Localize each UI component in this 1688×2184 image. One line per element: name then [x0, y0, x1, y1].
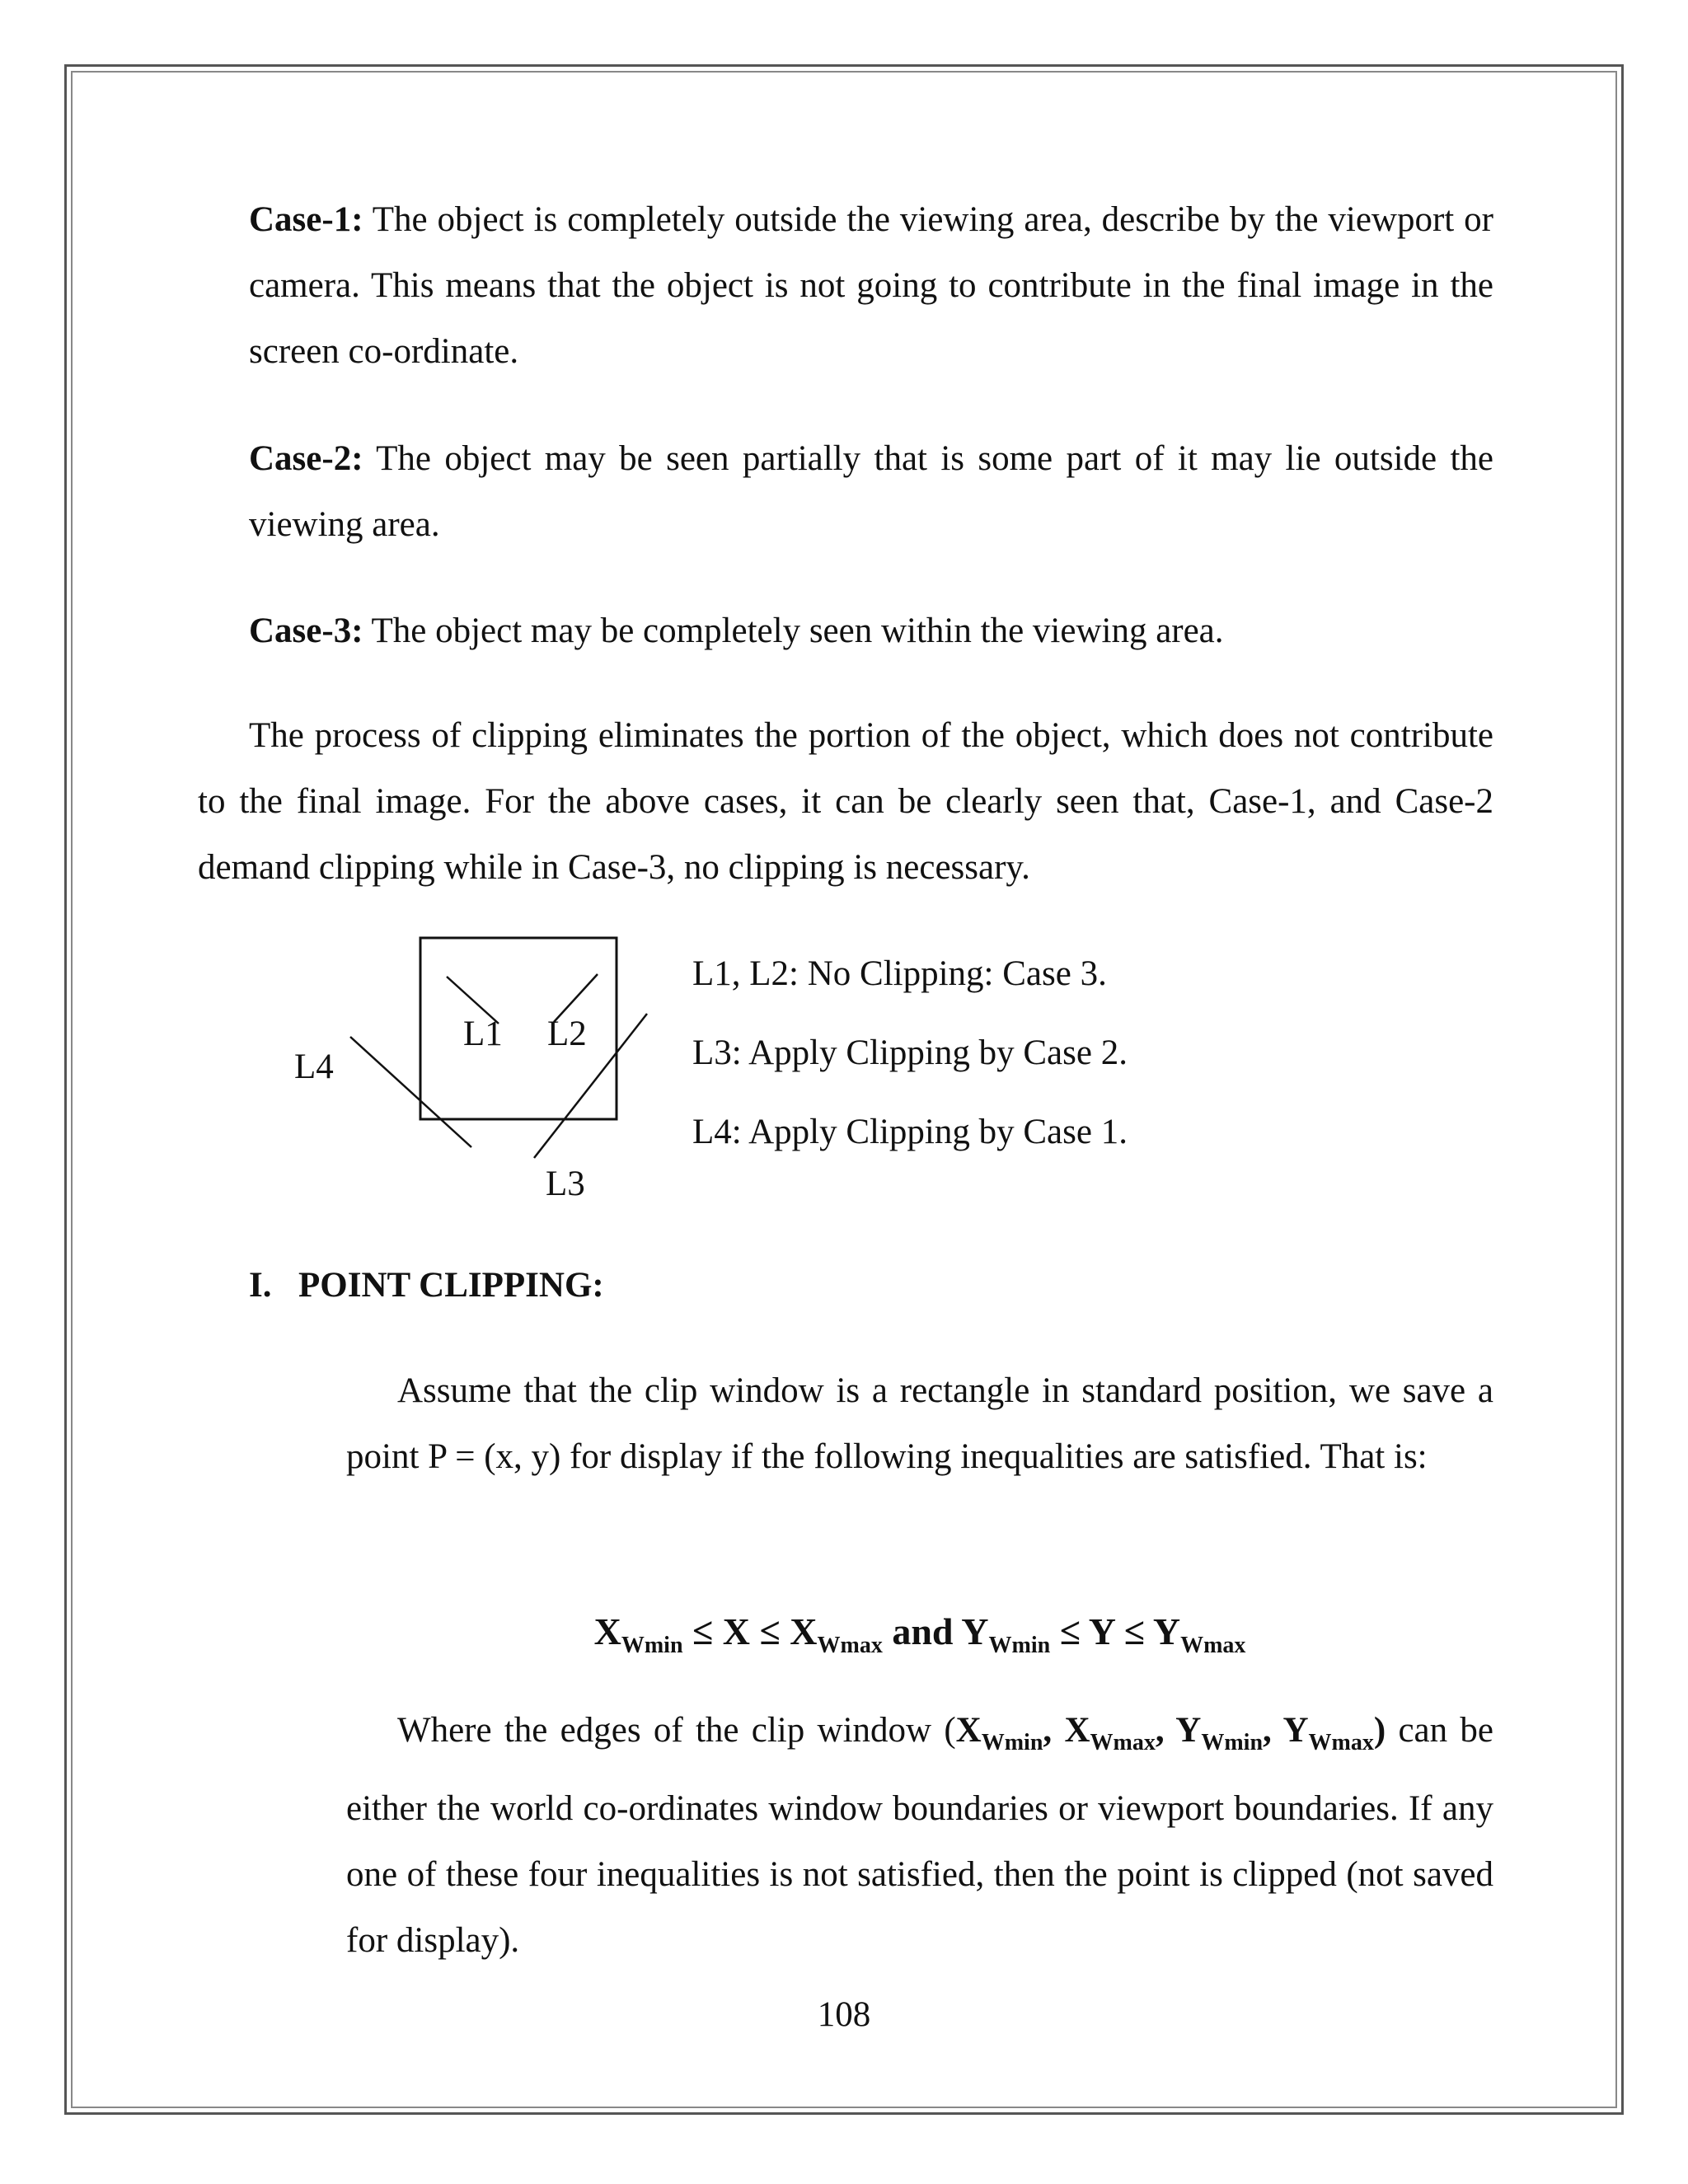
edge-term: Y [1282, 1711, 1309, 1750]
case-2-text: The object may be seen partially that is some part of it may lie outside the viewing area. [249, 439, 1493, 544]
edge-term-sub: Wmax [1308, 1730, 1374, 1755]
formula-le: ≤ [1059, 1610, 1081, 1652]
formula-y-wmax: Y [1152, 1610, 1181, 1652]
case-2-label: Case-2: [249, 439, 363, 478]
edge-term-sub: Wmin [981, 1730, 1043, 1755]
formula-x-wmin: X [593, 1610, 621, 1652]
edge-term: Y [1175, 1711, 1202, 1750]
page-number: 108 [817, 1995, 871, 2034]
section-number: I. [249, 1266, 272, 1305]
formula-le: ≤ [1123, 1610, 1146, 1652]
formula-sub: Wmax [817, 1633, 883, 1658]
formula-x-wmax: X [790, 1610, 818, 1652]
edges-text-before: Where the edges of the clip window ( [397, 1711, 956, 1750]
label-l1: L1 [463, 1015, 503, 1053]
formula-y: Y [1088, 1610, 1115, 1652]
formula-y-wmin: Y [961, 1610, 989, 1652]
formula-and: and [892, 1610, 954, 1652]
clipping-paragraph: The process of clipping eliminates the portion of the object, which does not contribute to the final image. For the above cases, it can be clearly seen that, Case-1, and Case-2 demand clipping while in Case-3, no clipping is necessary. [198, 716, 1493, 887]
legend-item: L1, L2: No Clipping: Case 3. [692, 954, 1107, 993]
edge-term-sub: Wmax [1090, 1730, 1156, 1755]
formula-sub: Wmin [621, 1633, 683, 1658]
formula-sub: Wmax [1180, 1633, 1246, 1658]
legend-item: L4: Apply Clipping by Case 1. [692, 1113, 1128, 1151]
formula-sub: Wmin [988, 1633, 1051, 1658]
case-3-text: The object may be completely seen within the viewing area. [371, 612, 1224, 650]
case-3-paragraph [249, 598, 1493, 664]
clipping-diagram-svg [280, 931, 668, 1220]
edge-term: X [955, 1711, 982, 1750]
legend-item: L3: Apply Clipping by Case 2. [692, 1033, 1128, 1072]
label-l2: L2 [547, 1015, 587, 1053]
edge-terms [955, 1711, 1386, 1755]
edge-sep: , [1155, 1711, 1176, 1750]
edge-sep: , [1263, 1711, 1283, 1750]
point-clipping-intro: Assume that the clip window is a rectangle in standard position, we save a point P = (x, y) for display if the following inequalities are satisfied. That is: [346, 1371, 1493, 1476]
case-1-text: The object is completely outside the viewing area, describe by the viewport or camera. This means that the object is not going to contribute in the final image in the screen co-ordinate. [249, 200, 1494, 371]
edges-text-after: can be either the world co-ordinates window boundaries or viewport boundaries. If any one of these four inequalities is not satisfied, then the point is clipped (not saved for display). [346, 1711, 1494, 1960]
edge-term-sub: Wmin [1201, 1730, 1264, 1755]
section-title: POINT CLIPPING: [298, 1266, 604, 1305]
clipping-diagram [280, 931, 668, 1220]
label-l4: L4 [294, 1047, 334, 1086]
edge-term: X [1064, 1711, 1090, 1750]
clip-window-rect [420, 938, 617, 1119]
label-l3: L3 [546, 1165, 585, 1203]
case-2-paragraph [249, 426, 1493, 558]
formula-le: ≤ [692, 1610, 714, 1652]
formula-le: ≤ [759, 1610, 781, 1652]
formula-x: X [722, 1610, 751, 1652]
case-1-paragraph [249, 187, 1493, 385]
case-3-label: Case-3: [249, 612, 363, 650]
edge-close: ) [1373, 1711, 1386, 1750]
inequality-formula [346, 1607, 1493, 1671]
edge-sep: , [1043, 1711, 1065, 1750]
case-1-label: Case-1: [249, 200, 363, 239]
line-l4 [350, 1037, 471, 1147]
section-heading [249, 1265, 604, 1306]
edges-paragraph [346, 1698, 1493, 1974]
